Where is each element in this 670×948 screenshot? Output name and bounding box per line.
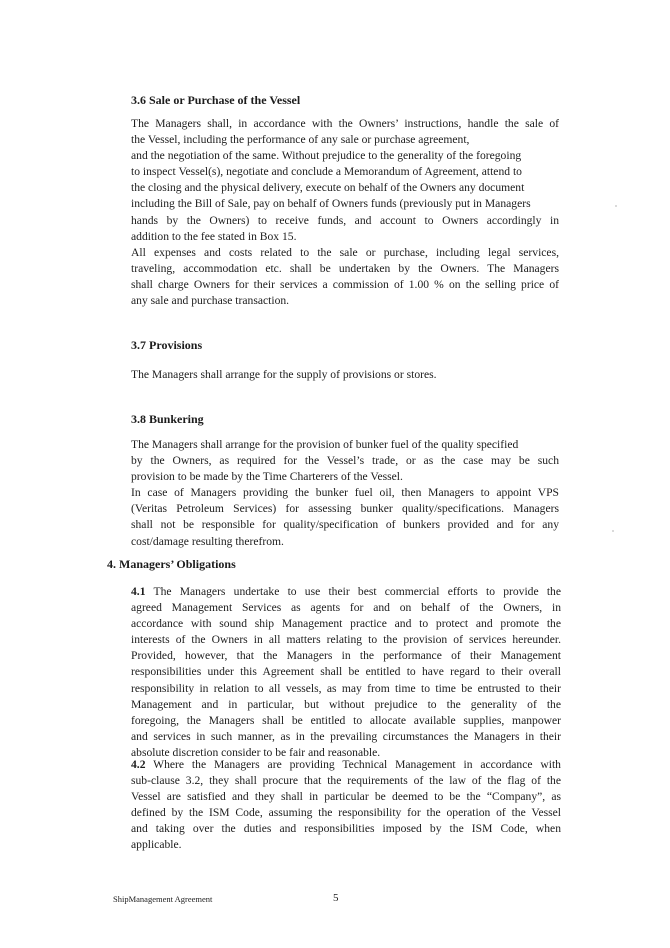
text-line: to inspect Vessel(s), negotiate and conclude a Memorandum of Agreement, attend to [131,165,522,179]
text-line: All expenses and costs related to the sale or purchase, including legal services, [131,246,559,259]
section-4-2-paragraph [131,757,561,854]
scan-speck [612,530,614,532]
text-line: The Managers shall arrange for the supply of provisions or stores. [131,368,437,381]
text-line: Provided, however, that the Managers in the performance of their Management [131,649,561,663]
text-line: agreed Management Services as agents for and on behalf of the Owners, in [131,601,561,615]
text-line: hands by the Owners) to receive funds, and account to Owners accordingly in [131,213,559,227]
text-line: (Veritas Petroleum Services) for assessing bunker quality/specifications. Managers [131,502,559,516]
text-line [131,757,561,773]
text-line: responsibilities under this Agreement shall be entitled to have regard to their overall [131,665,561,679]
text-line: and taking over the duties and responsibilities imposed by the ISM Code, when [131,822,561,836]
section-4-heading: 4. Managers’ Obligations [107,557,236,571]
text-line: any sale and purchase transaction. [131,294,290,308]
text-line: foregoing, the Managers shall be entitled to allocate available supplies, manpower [131,713,561,727]
text-line: the closing and the physical delivery, execute on behalf of the Owners any document [131,181,525,195]
scan-speck [615,205,617,207]
clause-number: 4.2 [131,758,146,771]
text-line: The Managers shall, in accordance with the Owners’ instructions, handle the sale of [131,117,559,130]
section-3-6-paragraph-2 [131,245,559,309]
text-line: interests of the Owners in all matters relating to the provision of services hereunder. [131,633,561,647]
text-line: Vessel are satisfied and they shall in particular be deemed to be the “Company”, as [131,790,561,804]
text-line: Management and in particular, but without prejudice to the generality of the [131,697,561,711]
text-line: responsibility in relation to all vessels, as may from time to time be entrusted to their [131,681,561,695]
text-line: applicable. [131,838,182,852]
text-line: shall charge Owners for their services a commission of 1.00 % on the selling price of [131,278,559,292]
text-line: accordance with sound ship Management practice and to protect and promote the [131,617,561,631]
section-3-7-heading: 3.7 Provisions [131,338,203,352]
text-line: and the negotiation of the same. Without prejudice to the generality of the foregoing [131,149,522,163]
text-line: and services in such manner, as in the prevailing circumstances the Managers in their [131,729,561,743]
section-4-1-paragraph [131,584,561,761]
text-line: traveling, accommodation etc. shall be undertaken by the Owners. The Managers [131,262,559,276]
section-3-6-paragraph-1 [131,116,559,245]
text-fragment: Where the Managers are providing Technical Management in accordance with [153,758,561,771]
text-line: absolute discretion consider to be fair and reasonable. [131,745,381,759]
text-line: defined by the ISM Code, assuming the responsibility for the operation of the Vessel [131,806,561,820]
clause-number: 4.1 [131,585,146,598]
text-line: shall not be responsible for quality/specification of bunkers provided and for any [131,518,559,532]
text-line: provision to be made by the Time Charterers of the Vessel. [131,470,403,484]
section-3-8-heading: 3.8 Bunkering [131,412,204,426]
text-fragment: The Managers undertake to use their best commercial efforts to provide the [153,585,561,598]
text-line: addition to the fee stated in Box 15. [131,229,297,243]
text-line [131,584,561,600]
text-line: by the Owners, as required for the Vessel’s trade, or as the case may be such [131,454,559,468]
text-line: The Managers shall arrange for the provision of bunker fuel of the quality specified [131,438,519,451]
section-3-6-heading: 3.6 Sale or Purchase of the Vessel [131,93,301,107]
text-line: the Vessel, including the performance of any sale or purchase agreement, [131,133,470,147]
text-line: cost/damage resulting therefrom. [131,534,284,548]
section-3-8-paragraph [131,437,559,550]
footer-title: ShipManagement Agreement [113,894,213,904]
section-3-7-paragraph [131,367,559,383]
text-line: sub-clause 3.2, they shall procure that the requirements of the law of the flag of the [131,774,561,788]
text-line: including the Bill of Sale, pay on behalf of Owners funds (previously put in Managers [131,197,531,211]
text-line: In case of Managers providing the bunker fuel oil, then Managers to appoint VPS [131,486,559,500]
page-number: 5 [333,892,339,904]
